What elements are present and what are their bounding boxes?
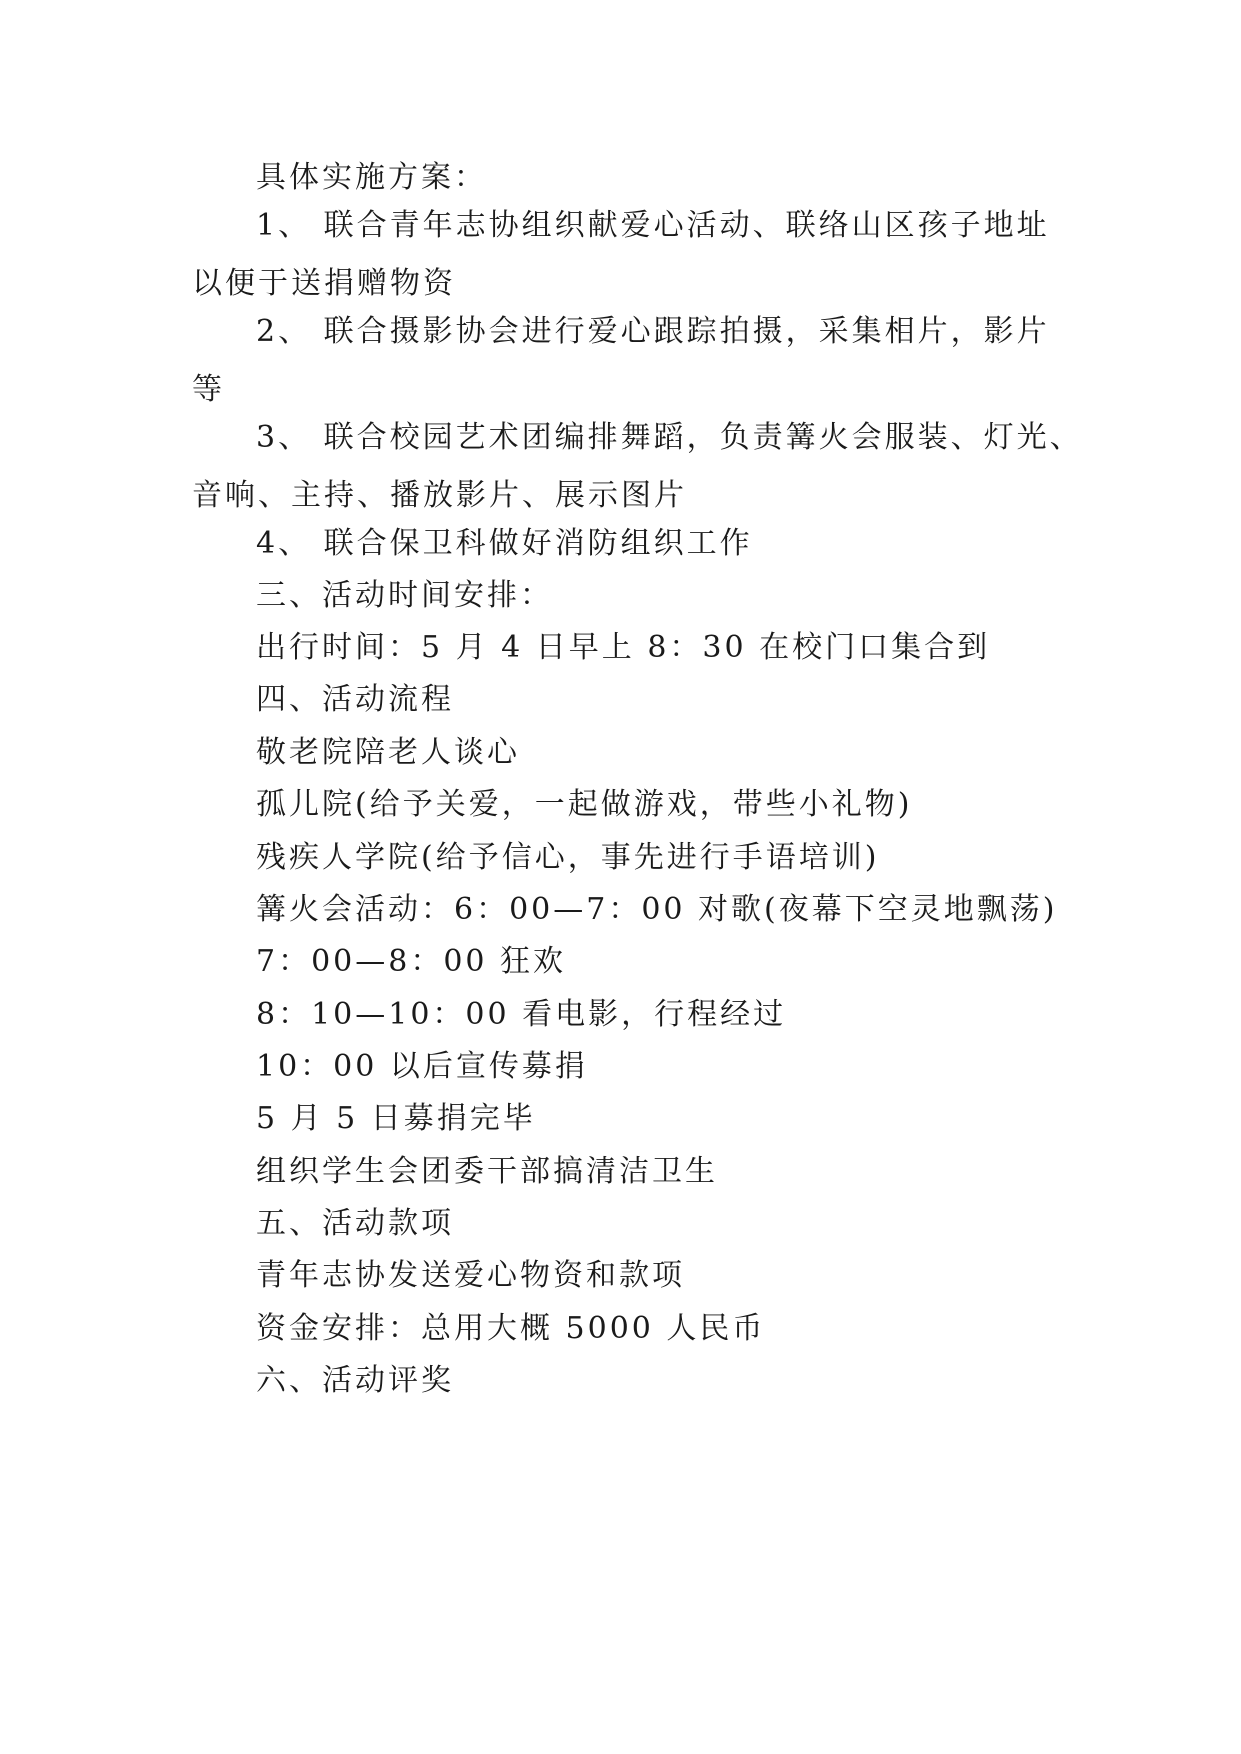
flow-item: 5 月 5 日募捐完毕 [256, 1101, 536, 1136]
funds-item: 资金安排：总用大概 5000 人民币 [256, 1311, 766, 1346]
plan-heading: 具体实施方案： [256, 160, 487, 195]
departure-time: 出行时间：5 月 4 日早上 8：30 在校门口集合到 [256, 630, 991, 665]
list-item-3-line2: 音响、主持、播放影片、展示图片 [192, 478, 687, 513]
flow-item: 10：00 以后宣传募捐 [256, 1049, 588, 1084]
section-4-title: 四、活动流程 [256, 682, 454, 717]
section-6-title: 六、活动评奖 [256, 1363, 454, 1398]
list-item-2-line1: 2、 联合摄影协会进行爱心跟踪拍摄，采集相片，影片 [256, 314, 1050, 349]
flow-item: 8：10—10：00 看电影，行程经过 [256, 997, 787, 1032]
list-item-1-line1: 1、 联合青年志协组织献爱心活动、联络山区孩子地址 [256, 208, 1050, 243]
flow-item: 组织学生会团委干部搞清洁卫生 [256, 1154, 718, 1189]
list-item-3-line1: 3、 联合校园艺术团编排舞蹈，负责篝火会服装、灯光、 [256, 420, 1083, 455]
list-item-2-line2: 等 [192, 372, 225, 407]
section-3-title: 三、活动时间安排： [256, 578, 553, 613]
flow-item: 敬老院陪老人谈心 [256, 735, 520, 770]
list-item-4: 4、 联合保卫科做好消防组织工作 [256, 526, 753, 561]
section-5-title: 五、活动款项 [256, 1206, 454, 1241]
flow-item: 篝火会活动：6：00—7：00 对歌(夜幕下空灵地飘荡) [256, 892, 1058, 927]
flow-item: 孤儿院(给予关爱，一起做游戏，带些小礼物) [256, 787, 913, 822]
flow-item: 7：00—8：00 狂欢 [256, 944, 567, 979]
flow-item: 残疾人学院(给予信心，事先进行手语培训) [256, 840, 880, 875]
list-item-1-line2: 以便于送捐赠物资 [192, 266, 456, 301]
funds-item: 青年志协发送爱心物资和款项 [256, 1258, 685, 1293]
